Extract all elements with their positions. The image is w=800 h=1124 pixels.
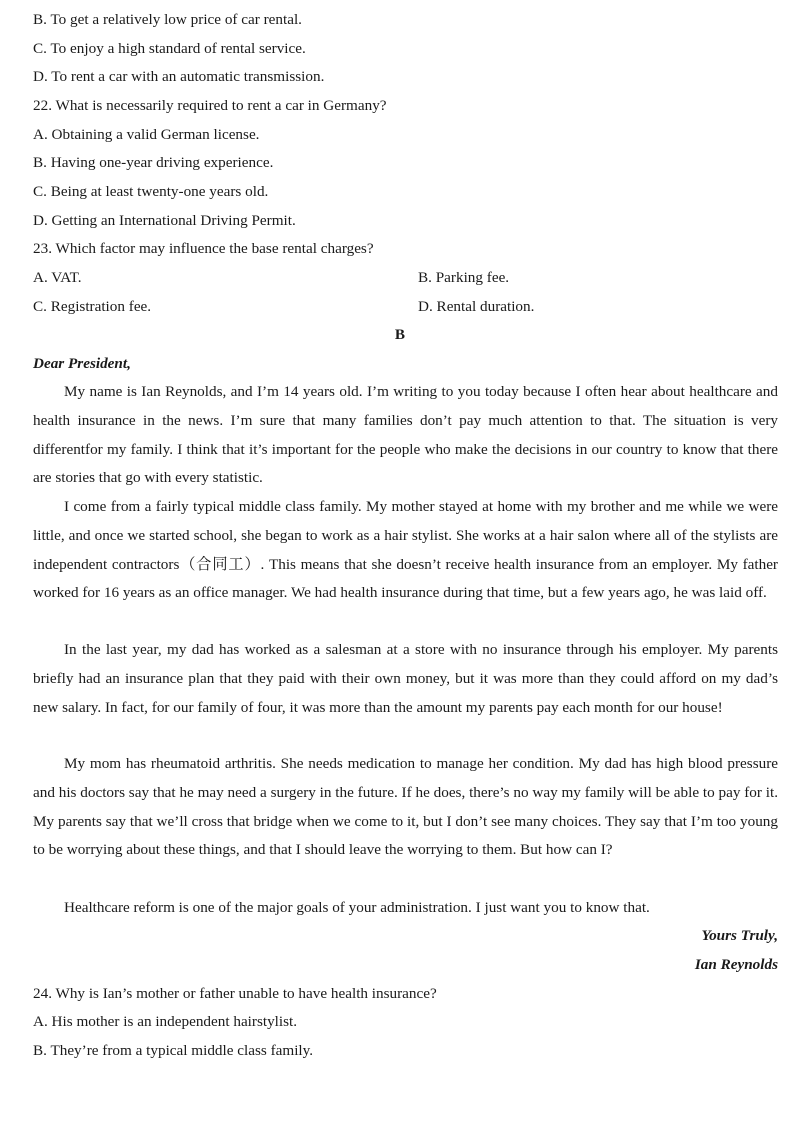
q23-option-a: A. VAT. bbox=[33, 269, 82, 286]
q22-stem: 22. What is necessarily required to rent a car in Germany? bbox=[33, 97, 387, 114]
signature: Ian Reynolds bbox=[694, 956, 778, 973]
paragraph-5: Healthcare reform is one of the major goals of your administration. I just want you to know that. bbox=[64, 899, 650, 916]
q24-stem: 24. Why is Ian’s mother or father unable to have health insurance? bbox=[33, 985, 437, 1002]
q24-option-b: B. They’re from a typical middle class family. bbox=[33, 1042, 314, 1059]
q22-option-d: D. Getting an International Driving Permit. bbox=[33, 212, 296, 229]
closing: Yours Truly, bbox=[701, 927, 778, 944]
salutation: Dear President, bbox=[33, 355, 131, 372]
q22-option-a: A. Obtaining a valid German license. bbox=[33, 126, 260, 143]
paragraph-1: My name is Ian Reynolds, and I’m 14 years old. I’m writing to you today because I often hear about healthcare and health insurance in the news. I’m sure that many families don’t pay much attention to that. The situation is very differentfor my family. I think that it’s important for the people who make the decisions in our country to know that there are stories that go with every statistic. bbox=[33, 383, 778, 487]
q21-option-c: C. To enjoy a high standard of rental service. bbox=[33, 40, 306, 57]
paragraph-4: My mom has rheumatoid arthritis. She needs medication to manage her condition. My dad has high blood pressure and his doctors say that he may need a surgery in the future. If he does, there’s no way my family will be able to pay for it. My parents say that we’ll cross that bridge when we come to it, but I don’t see many choices. They say that I’m too young to be worrying about these things, and that I should leave the worrying to them. But how can I? bbox=[33, 755, 778, 859]
q23-option-c: C. Registration fee. bbox=[33, 298, 152, 315]
q23-option-d: D. Rental duration. bbox=[418, 298, 535, 315]
q21-option-b: B. To get a relatively low price of car rental. bbox=[33, 11, 302, 28]
q21-option-d: D. To rent a car with an automatic transmission. bbox=[33, 68, 325, 85]
q23-option-b: B. Parking fee. bbox=[418, 269, 510, 286]
q22-option-b: B. Having one-year driving experience. bbox=[33, 154, 274, 171]
passage-heading: B bbox=[394, 326, 406, 343]
q23-stem: 23. Which factor may influence the base rental charges? bbox=[33, 240, 374, 257]
q22-option-c: C. Being at least twenty-one years old. bbox=[33, 183, 269, 200]
q24-option-a: A. His mother is an independent hairstylist. bbox=[33, 1013, 298, 1030]
paragraph-3: In the last year, my dad has worked as a salesman at a store with no insurance through his employer. My parents briefly had an insurance plan that they paid with their own money, but it was more than they could afford on my dad’s new salary. In fact, for our family of four, it was more than the amount my parents pay each month for our house! bbox=[33, 641, 778, 716]
paragraph-2: I come from a fairly typical middle class family. My mother stayed at home with my brother and me while we were little, and once we started school, she began to work as a hair stylist. She works at a hair salon where all of the stylists are independent contractors（合同工）. This means that she doesn’t receive health insurance from an employer. My father worked for 16 years as an office manager. We had health insurance during that time, but a few years ago, he was laid off. bbox=[33, 498, 778, 602]
